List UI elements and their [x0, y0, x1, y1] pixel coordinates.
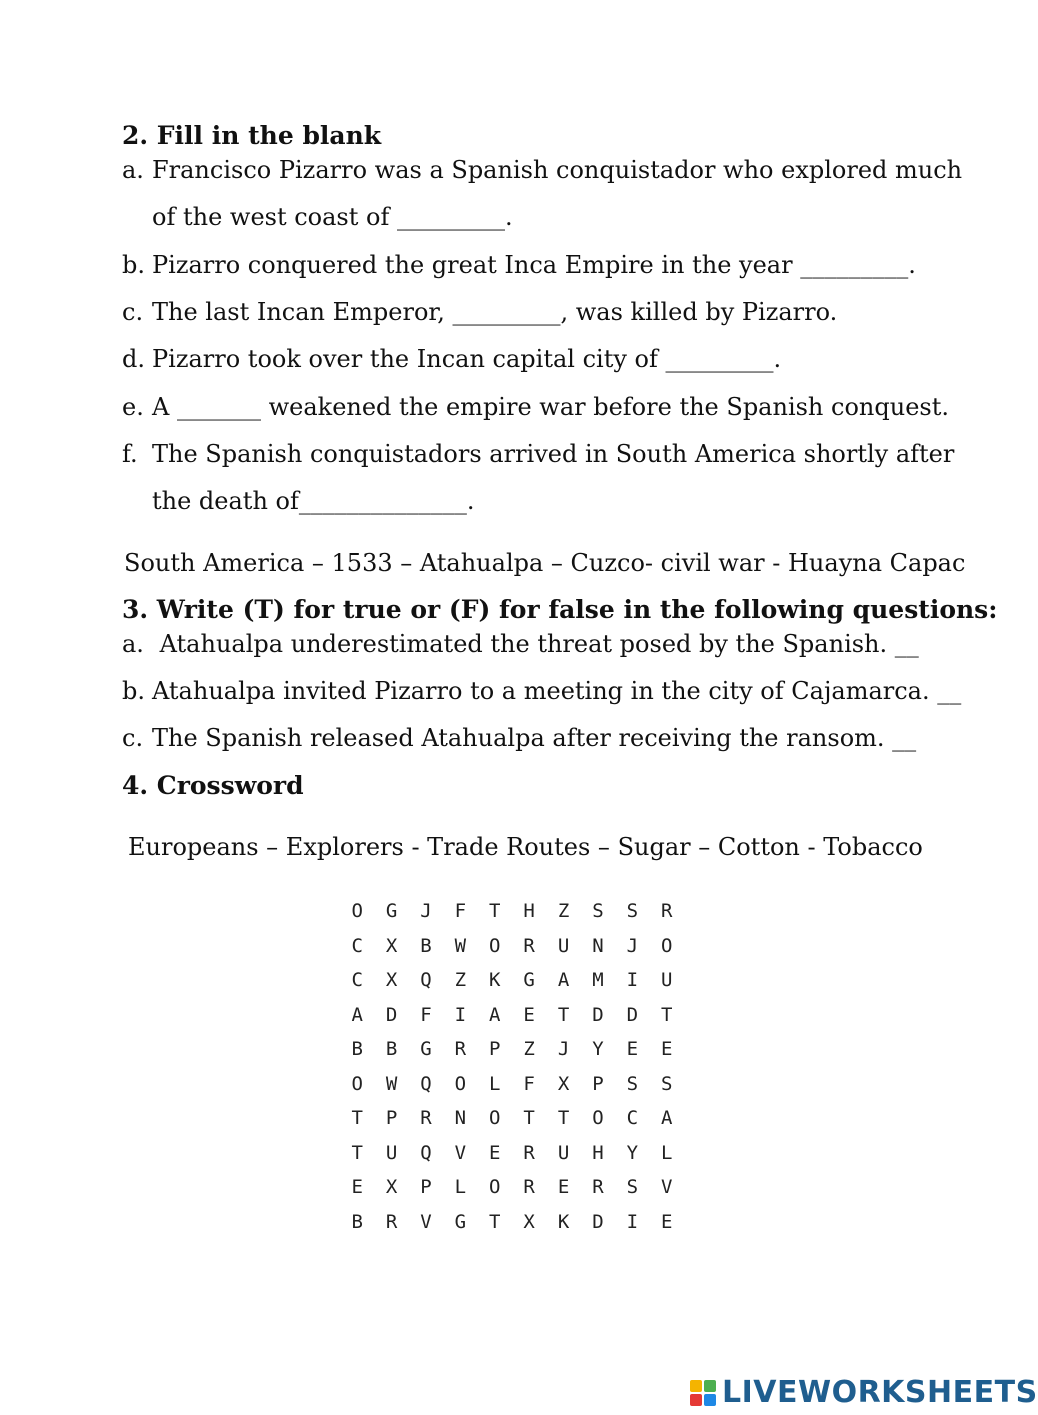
grid-cell: K — [557, 1210, 570, 1233]
grid-cell: H — [523, 900, 535, 922]
item-label: a. — [122, 156, 144, 184]
grid-cell: U — [557, 1141, 570, 1164]
item-label: c. — [122, 298, 144, 326]
item-text: A _______ weakened the empire war before the Spanish conquest. — [152, 393, 949, 421]
grid-cell: X — [523, 1210, 535, 1233]
item-label: f. — [122, 440, 138, 468]
item-text: Francisco Pizarro was a Spanish conquistador who explored much — [152, 156, 963, 184]
fill-blank-item-e — [122, 393, 949, 421]
grid-cell: A — [351, 1003, 363, 1026]
grid-cell: U — [660, 969, 673, 991]
true-false-item-c — [122, 724, 916, 752]
grid-cell: P — [592, 1072, 604, 1095]
grid-cell: K — [489, 969, 501, 991]
grid-cell: G — [385, 900, 398, 922]
grid-cell: V — [660, 1176, 673, 1198]
grid-cell: O — [351, 900, 363, 922]
grid-cell: R — [523, 934, 535, 957]
grid-cell: X — [557, 1072, 570, 1095]
grid-cell: I — [626, 969, 639, 991]
grid-cell: T — [557, 1003, 570, 1026]
logo-square — [704, 1394, 716, 1406]
section-4-heading: 4. Crossword — [122, 771, 304, 800]
grid-cell: S — [626, 900, 639, 922]
fill-blank-item-f-continued: the death of______________. — [152, 487, 475, 515]
grid-cell: P — [489, 1038, 501, 1060]
grid-cell: O — [351, 1072, 363, 1095]
grid-cell: G — [454, 1210, 467, 1233]
grid-cell: E — [557, 1176, 570, 1198]
grid-cell: E — [523, 1003, 535, 1026]
grid-cell: C — [626, 1107, 639, 1129]
item-label: b. — [122, 677, 145, 705]
grid-cell: L — [454, 1176, 467, 1198]
item-text: Pizarro conquered the great Inca Empire in the year _________. — [152, 251, 916, 279]
grid-cell: D — [385, 1003, 398, 1026]
grid-cell: T — [489, 900, 501, 922]
grid-cell: T — [351, 1107, 363, 1129]
grid-cell: M — [592, 969, 604, 991]
grid-cell: G — [420, 1038, 432, 1060]
grid-cell: P — [385, 1107, 398, 1129]
grid-cell: I — [454, 1003, 467, 1026]
grid-cell: Z — [454, 969, 467, 991]
item-label: c. — [122, 724, 144, 752]
logo-square — [690, 1380, 702, 1392]
grid-cell: O — [489, 934, 501, 957]
grid-cell: V — [420, 1210, 432, 1233]
grid-cell: I — [626, 1210, 639, 1233]
grid-cell: E — [660, 1038, 673, 1060]
liveworksheets-logo-icon — [690, 1380, 716, 1406]
grid-cell: J — [557, 1038, 570, 1060]
grid-cell: U — [557, 934, 570, 957]
grid-cell: Q — [420, 1141, 432, 1164]
grid-cell: R — [523, 1141, 535, 1164]
grid-cell: X — [385, 1176, 398, 1198]
grid-cell: R — [454, 1038, 467, 1060]
section-3-heading: 3. Write (T) for true or (F) for false in the following questions: — [122, 595, 998, 624]
grid-cell: B — [351, 1038, 363, 1060]
grid-cell: A — [557, 969, 570, 991]
grid-cell: O — [489, 1107, 501, 1129]
grid-cell: T — [523, 1107, 535, 1129]
grid-cell: C — [351, 934, 363, 957]
item-text: The last Incan Emperor, _________, was killed by Pizarro. — [152, 298, 838, 326]
true-false-item-b — [122, 677, 961, 705]
item-label: b. — [122, 251, 145, 279]
fill-blank-item-a-continued: of the west coast of _________. — [152, 203, 513, 231]
grid-cell: E — [626, 1038, 639, 1060]
grid-cell: D — [626, 1003, 639, 1026]
grid-cell: T — [489, 1210, 501, 1233]
grid-cell: E — [351, 1176, 363, 1198]
grid-cell: E — [489, 1141, 501, 1164]
item-text: Atahualpa underestimated the threat posed by the Spanish. __ — [152, 630, 919, 658]
grid-cell: J — [420, 900, 432, 922]
grid-cell: G — [523, 969, 535, 991]
section-4-word-bank: Europeans – Explorers - Trade Routes – Sugar – Cotton - Tobacco — [128, 833, 923, 861]
grid-cell: R — [523, 1176, 535, 1198]
grid-cell: C — [351, 969, 363, 991]
grid-cell: S — [592, 900, 604, 922]
item-label: e. — [122, 393, 144, 421]
logo-square — [704, 1380, 716, 1392]
grid-cell: L — [660, 1141, 673, 1164]
grid-cell: H — [592, 1141, 604, 1164]
grid-cell: O — [660, 934, 673, 957]
grid-cell: N — [454, 1107, 467, 1129]
grid-cell: X — [385, 969, 398, 991]
grid-cell: S — [626, 1072, 639, 1095]
grid-cell: B — [420, 934, 432, 957]
grid-cell: X — [385, 934, 398, 957]
grid-cell: P — [420, 1176, 432, 1198]
word-search-grid — [340, 897, 684, 1242]
grid-cell: F — [420, 1003, 432, 1026]
grid-cell: J — [626, 934, 639, 957]
grid-cell: A — [660, 1107, 673, 1129]
grid-cell: T — [660, 1003, 673, 1026]
grid-cell: E — [660, 1210, 673, 1233]
item-label: d. — [122, 345, 145, 373]
grid-cell: Z — [523, 1038, 535, 1060]
grid-cell: O — [592, 1107, 604, 1129]
grid-cell: R — [385, 1210, 398, 1233]
grid-cell: U — [385, 1141, 398, 1164]
fill-blank-item-b — [122, 251, 916, 279]
grid-cell: Z — [557, 900, 570, 922]
grid-cell: V — [454, 1141, 467, 1164]
grid-cell: N — [592, 934, 604, 957]
grid-cell: F — [523, 1072, 535, 1095]
logo-square — [690, 1394, 702, 1406]
grid-cell: R — [660, 900, 673, 922]
grid-cell: B — [385, 1038, 398, 1060]
grid-cell: A — [489, 1003, 501, 1026]
fill-blank-item-c — [122, 298, 837, 326]
grid-cell: W — [385, 1072, 398, 1095]
item-text: Pizarro took over the Incan capital city of _________. — [152, 345, 782, 373]
section-2-word-bank: South America – 1533 – Atahualpa – Cuzco- civil war - Huayna Capac — [124, 549, 966, 577]
grid-cell: O — [489, 1176, 501, 1198]
grid-cell: O — [454, 1072, 467, 1095]
grid-cell: S — [626, 1176, 639, 1198]
grid-cell: D — [592, 1003, 604, 1026]
grid-cell: S — [660, 1072, 673, 1095]
grid-cell: Q — [420, 1072, 432, 1095]
grid-cell: B — [351, 1210, 363, 1233]
grid-cell: Y — [626, 1141, 639, 1164]
section-2-heading: 2. Fill in the blank — [122, 121, 382, 150]
true-false-item-a — [122, 630, 919, 658]
grid-cell: D — [592, 1210, 604, 1233]
item-label: a. — [122, 630, 144, 658]
liveworksheets-logo — [690, 1375, 1038, 1410]
grid-cell: T — [557, 1107, 570, 1129]
grid-cell: W — [454, 934, 467, 957]
logo-text: LIVEWORKSHEETS — [722, 1375, 1038, 1410]
grid-cell: R — [420, 1107, 432, 1129]
grid-cell: R — [592, 1176, 604, 1198]
item-text: The Spanish released Atahualpa after receiving the ransom. __ — [152, 724, 917, 752]
fill-blank-item-a — [122, 156, 962, 184]
item-text: Atahualpa invited Pizarro to a meeting in the city of Cajamarca. __ — [152, 677, 962, 705]
grid-cell: F — [454, 900, 467, 922]
grid-cell: Q — [420, 969, 432, 991]
grid-cell: L — [489, 1072, 501, 1095]
grid-cell: Y — [592, 1038, 604, 1060]
item-text: The Spanish conquistadors arrived in South America shortly after — [152, 440, 955, 468]
fill-blank-item-d — [122, 345, 781, 373]
grid-cell: T — [351, 1141, 363, 1164]
fill-blank-item-f — [122, 440, 954, 468]
